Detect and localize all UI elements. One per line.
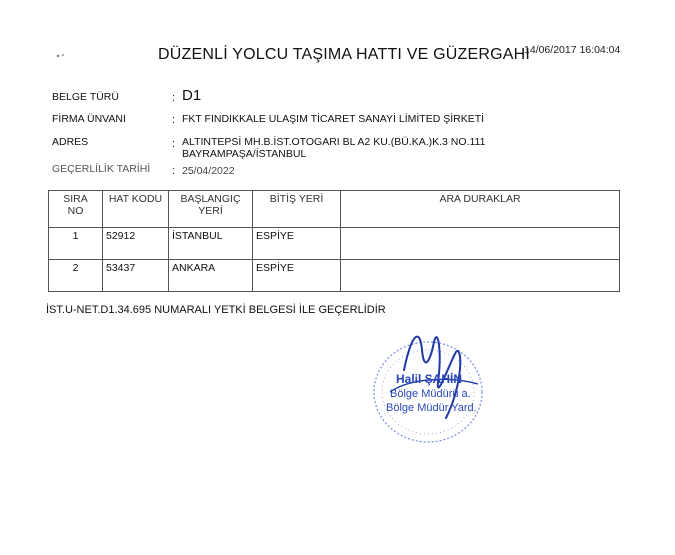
stamp-name: Halil ŞAHİN bbox=[396, 372, 463, 386]
belge-turu-label: BELGE TÜRÜ bbox=[52, 91, 119, 103]
cell-ara-duraklar bbox=[341, 228, 620, 260]
header-ara-duraklar: ARA DURAKLAR bbox=[341, 191, 620, 228]
cell-ara-duraklar bbox=[341, 260, 620, 292]
stamp-title-1: Bölge Müdürü a. bbox=[390, 388, 471, 400]
header-sira-line1: SIRA bbox=[63, 193, 88, 205]
scan-mark-icon bbox=[52, 40, 74, 62]
cell-bitis: ESPİYE bbox=[253, 228, 341, 260]
table-header-row bbox=[49, 191, 620, 228]
header-baslangic-line2: YERİ bbox=[198, 205, 223, 217]
stamp-seal-icon bbox=[360, 322, 500, 452]
colon-separator: : bbox=[172, 138, 176, 150]
official-stamp bbox=[360, 322, 500, 452]
cell-sira: 2 bbox=[49, 260, 103, 292]
adres-line2: BAYRAMPAŞA/İSTANBUL bbox=[182, 148, 307, 160]
colon-separator: : bbox=[172, 92, 176, 104]
header-hat-kodu: HAT KODU bbox=[103, 191, 169, 228]
firma-unvani-value: FKT FINDIKKALE ULAŞIM TİCARET SANAYİ LİMİTED ŞİRKETİ bbox=[182, 113, 485, 125]
cell-hat-kodu: 53437 bbox=[103, 260, 169, 292]
adres-line1: ALTINTEPSİ MH.B.İST.OTOGARI BL A2 KU.(BÜ.KA.)K.3 NO.111 bbox=[182, 136, 486, 148]
adres-label: ADRES bbox=[52, 136, 89, 148]
cell-bitis: ESPİYE bbox=[253, 260, 341, 292]
belge-turu-value: D1 bbox=[182, 87, 202, 104]
cell-sira: 1 bbox=[49, 228, 103, 260]
gecerlilik-tarihi-value: 25/04/2022 bbox=[182, 165, 235, 177]
cell-baslangic: İSTANBUL bbox=[169, 228, 253, 260]
cell-baslangic: ANKARA bbox=[169, 260, 253, 292]
colon-separator: : bbox=[172, 165, 176, 177]
page-title: DÜZENLİ YOLCU TAŞIMA HATTI VE GÜZERGAHI bbox=[158, 46, 531, 63]
colon-separator: : bbox=[172, 114, 176, 126]
firma-unvani-label: FİRMA ÜNVANI bbox=[52, 113, 126, 125]
corner-mark bbox=[52, 40, 74, 62]
header-baslangic-yeri bbox=[169, 191, 253, 228]
stamp-title-2: Bölge Müdür Yard. bbox=[386, 402, 477, 414]
cell-hat-kodu: 52912 bbox=[103, 228, 169, 260]
table-row bbox=[49, 228, 620, 260]
validity-note: İST.U-NET.D1.34.695 NUMARALI YETKİ BELGESİ İLE GEÇERLİDİR bbox=[46, 304, 386, 316]
routes-table bbox=[48, 190, 620, 292]
header-bitis-yeri: BİTİŞ YERİ bbox=[253, 191, 341, 228]
header-sira-line2: NO bbox=[67, 205, 84, 217]
table-row bbox=[49, 260, 620, 292]
print-timestamp: 14/06/2017 16:04:04 bbox=[524, 44, 621, 56]
header-baslangic-line1: BAŞLANGIÇ bbox=[180, 193, 241, 205]
gecerlilik-tarihi-label: GEÇERLİLİK TARİHİ bbox=[52, 163, 151, 175]
header-sira-no bbox=[49, 191, 103, 228]
